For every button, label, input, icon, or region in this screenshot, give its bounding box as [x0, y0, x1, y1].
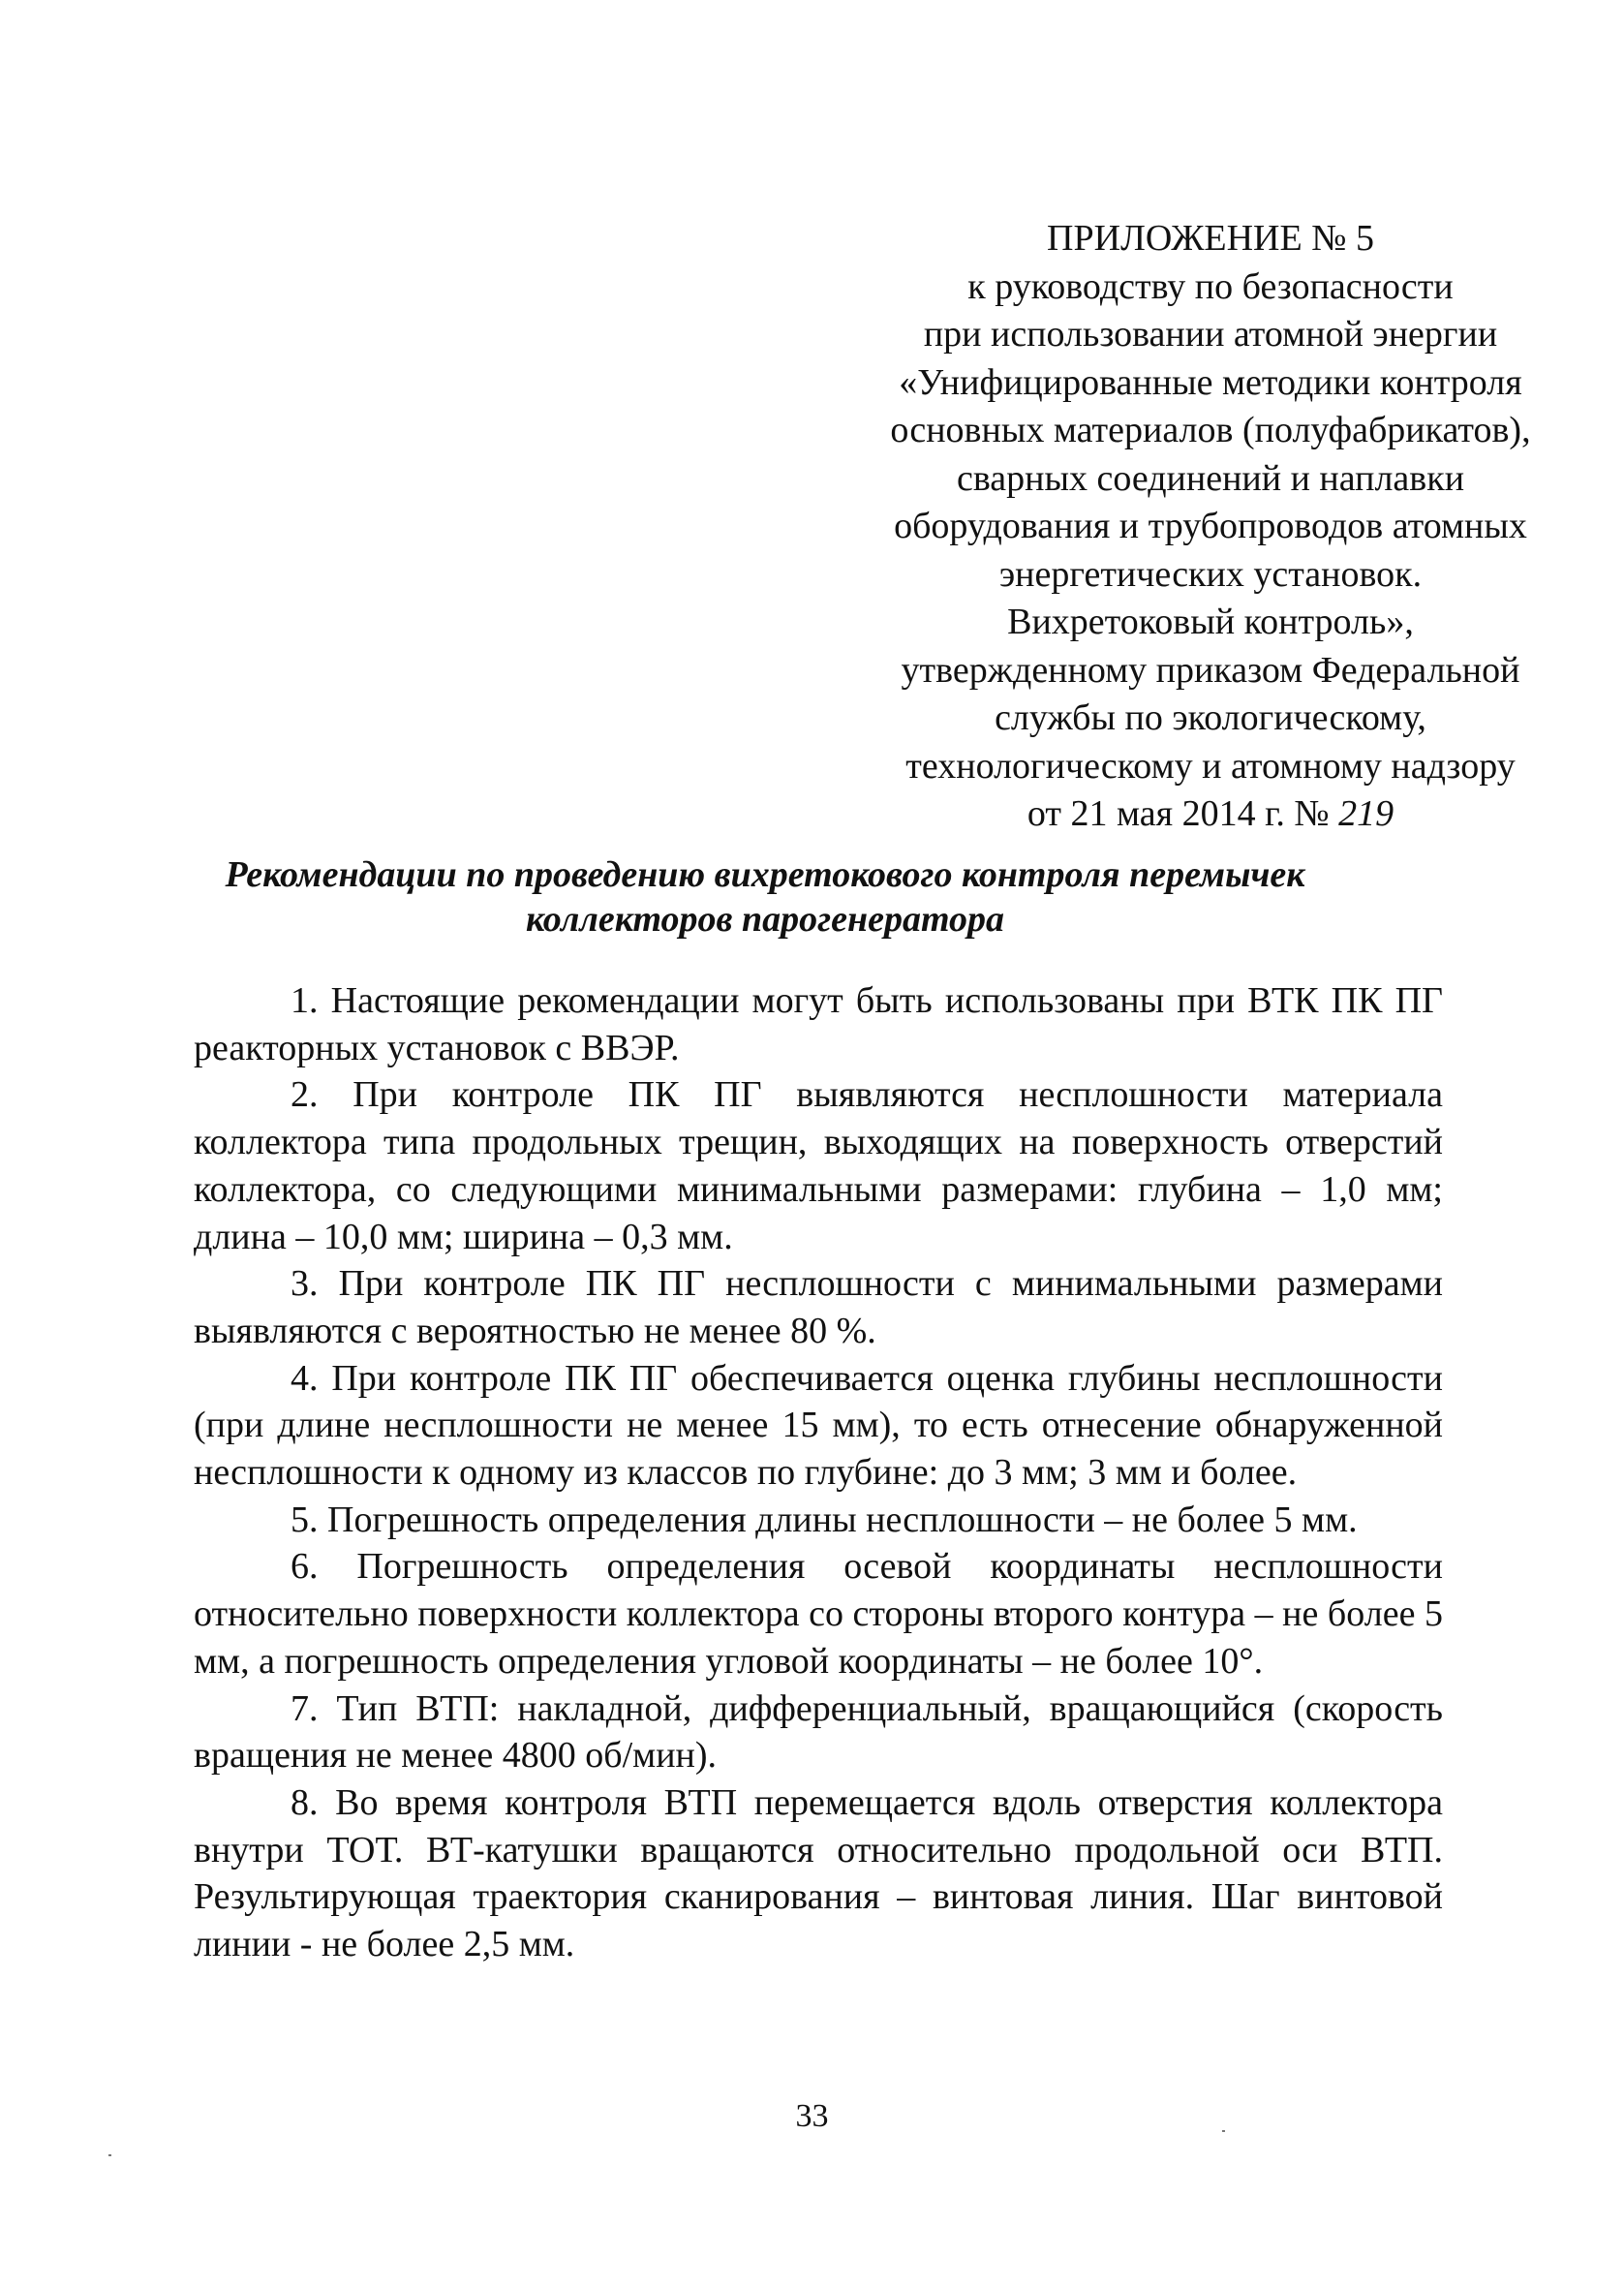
appendix-line: энергетических установок. [998, 553, 1423, 595]
section-title [136, 852, 1394, 942]
scan-speck [108, 2154, 111, 2156]
page-number: 33 [795, 2098, 829, 2134]
appendix-date: от 21 мая 2014 г. № [1026, 793, 1339, 834]
paragraph-7: 7. Тип ВТП: накладной, дифференциальный, вращающийся (скорость вращения не менее 4800 об/мин). [194, 1687, 1443, 1777]
appendix-line: Вихретоковый контроль», [1007, 602, 1414, 642]
appendix-line: при использовании атомной энергии [923, 314, 1498, 355]
paragraph-5: 5. Погрешность определения длины несплошности – не более 5 мм. [291, 1499, 1358, 1540]
paragraph-6: 6. Погрешность определения осевой координаты несплошности относительно поверхности коллектора со стороны второго контура – не более 5 мм, а погрешность определения угловой координаты – не более 10°. [194, 1546, 1443, 1682]
appendix-line: к руководству по безопасности [967, 265, 1454, 307]
appendix-title: ПРИЛОЖЕНИЕ № 5 [1047, 218, 1374, 259]
scan-speck [1222, 2130, 1225, 2132]
section-title-line: Рекомендации по проведению вихретокового контроля перемычек [225, 854, 1305, 895]
paragraph-8: 8. Во время контроля ВТП перемещается вдоль отверстия коллектора внутри ТОТ. ВТ-катушки вращаются относительно продольной оси ВТП. Результирующая траектория сканирования – винтовая линия. Шаг винтовой линии - не более 2,5 мм. [194, 1781, 1443, 1965]
appendix-order-number: 219 [1338, 793, 1394, 834]
appendix-header [843, 215, 1578, 839]
appendix-line: сварных соединений и наплавки [956, 457, 1465, 499]
paragraph-4: 4. При контроле ПК ПГ обеспечивается оценка глубины несплошности (при длине несплошности не менее 15 мм), то есть отнесение обнаруженной несплошности к одному из классов по глубине: до 3 мм; 3 мм и более. [194, 1357, 1443, 1494]
appendix-line: оборудования и трубопроводов атомных [894, 506, 1527, 546]
paragraph-3: 3. При контроле ПК ПГ несплошности с минимальными размерами выявляются с вероятностью не менее 80 %. [194, 1263, 1443, 1351]
section-title-line: коллекторов парогенератора [525, 899, 1005, 940]
appendix-line: основных материалов (полуфабрикатов), [890, 410, 1531, 450]
appendix-line: службы по экологическому, [995, 697, 1426, 738]
appendix-line: «Унифицированные методики контроля [899, 361, 1522, 403]
paragraph-1: 1. Настоящие рекомендации могут быть использованы при ВТК ПК ПГ реакторных установок с ВВЭР. [194, 980, 1443, 1068]
document-body [194, 977, 1443, 1968]
appendix-line: технологическому и атомному надзору [905, 745, 1516, 787]
appendix-line: утвержденному приказом Федеральной [901, 649, 1520, 691]
paragraph-2: 2. При контроле ПК ПГ выявляются несплошности материала коллектора типа продольных трещин, выходящих на поверхность отверстий коллектора, со следующими минимальными размерами: глубина – 1,0 мм; длина – 10,0 мм; ширина – 0,3 мм. [194, 1074, 1443, 1257]
appendix-date-line [843, 790, 1578, 839]
